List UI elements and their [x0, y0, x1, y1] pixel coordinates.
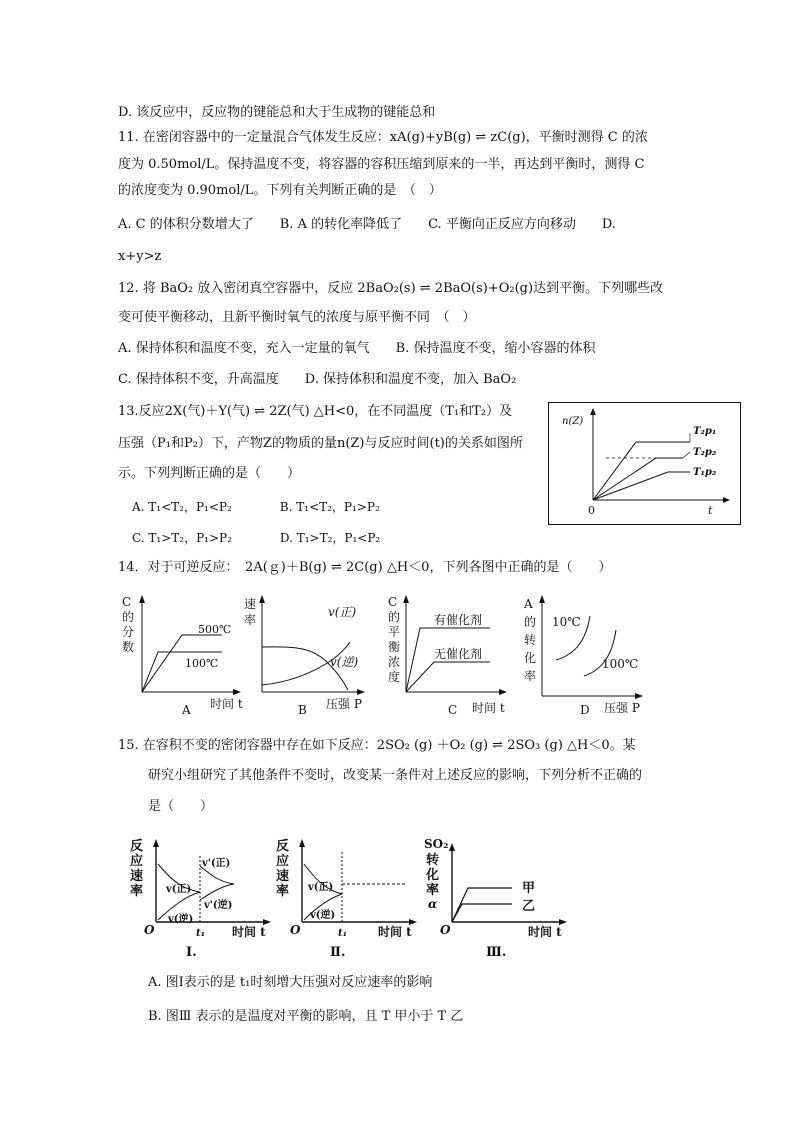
- question-11-line2: 度为 0.50mol/L。保持温度不变，将容器的容积压缩到原来的一半，再达到平衡时，测得 C: [118, 157, 645, 172]
- ylabel-ying: 应: [130, 854, 144, 869]
- label-500c: 500℃: [198, 623, 232, 636]
- label-100c: 100℃: [185, 657, 219, 670]
- question-12-options-cd: C. 保持体积不变，升高温度 D. 保持体积和温度不变，加入 BaO₂: [118, 372, 517, 387]
- label-v-reverse: v(逆): [310, 910, 336, 921]
- ylabel-hua: 化: [524, 651, 537, 665]
- question-13-options-cd: C. T₁>T₂，P₁>P₂ D. T₁>T₂，P₁<P₂: [132, 531, 381, 545]
- xlabel: 时间 t: [378, 925, 412, 939]
- caption-b: B: [298, 703, 307, 717]
- fig13-label-t1p2: T₁p₂: [693, 467, 717, 478]
- ylabel-ying: 应: [276, 854, 290, 869]
- caption-d: D: [580, 703, 590, 717]
- question-12-options-ab: A. 保持体积和温度不变，充入一定量的氧气 B. 保持温度不变，缩小容器的体积: [118, 341, 596, 356]
- figure-q14-d: [520, 590, 650, 724]
- ylabel-zhuan: 转: [524, 633, 537, 647]
- question-11-line3: 的浓度变为 0.90mol/L。下列有关判断正确的是 （ ）: [118, 183, 442, 198]
- figure-q13: [548, 402, 741, 530]
- ylabel-alpha: α: [428, 897, 438, 911]
- question-13-options-ab: A. T₁<T₂，P₁<P₂ B. T₁<T₂，P₁>P₂: [132, 500, 380, 514]
- ylabel-su: 速: [276, 869, 290, 884]
- option-d-q10: D. 该反应中，反应物的键能总和大于生成物的键能总和: [118, 105, 436, 120]
- question-12-line2: 变可使平衡移动，且新平衡时氧气的浓度与原平衡不同 （ ）: [118, 310, 476, 325]
- ylabel-heng: 衡: [388, 640, 401, 654]
- figure-q15-iii: [424, 834, 574, 968]
- ylabel-lv: 率: [524, 669, 537, 683]
- ylabel-lv: 率: [276, 884, 290, 899]
- question-15-option-a: A. 图Ⅰ表示的是 t₁时刻增大压强对反应速率的影响: [148, 975, 433, 990]
- label-v-forward: v(正): [328, 605, 357, 619]
- label-v-reverse: v(逆): [330, 655, 359, 669]
- caption-iii: Ⅲ.: [486, 945, 507, 960]
- origin: O: [440, 923, 451, 937]
- ylabel-c: C: [122, 595, 132, 609]
- figure-q14-c: [384, 590, 514, 724]
- ylabel-hua: 化: [426, 868, 440, 883]
- ylabel-lv: 率: [426, 883, 440, 898]
- ylabel-fan: 反: [276, 839, 290, 854]
- ylabel-fan: 反: [130, 839, 144, 854]
- ylabel-de: 的: [122, 610, 135, 624]
- question-11-line1: 11. 在密闭容器中的一定量混合气体发生反应：xA(g)+yB(g) ⇌ zC(g)，平衡时测得 C 的浓: [118, 130, 648, 145]
- figure-q15-ii: [274, 834, 424, 968]
- t1-label: t₁: [338, 928, 347, 939]
- xlabel: 时间 t: [472, 701, 505, 715]
- ylabel-a: A: [524, 597, 533, 611]
- ylabel-su: 速: [130, 869, 144, 884]
- figure-q15-i: [128, 834, 278, 968]
- figure-q14-a: [118, 590, 248, 724]
- label-jia: 甲: [522, 881, 536, 896]
- label-yi: 乙: [522, 899, 536, 914]
- question-15-option-b: B. 图Ⅲ 表示的是温度对平衡的影响，且 T 甲小于 T 乙: [148, 1009, 464, 1024]
- label-with-catalyst: 有催化剂: [434, 613, 483, 627]
- label-v-forward: v(正): [308, 882, 334, 893]
- label-v-reverse: v(逆): [168, 914, 194, 925]
- ylabel-du: 度: [388, 670, 401, 684]
- question-15-line1: 15. 在容积不变的密闭容器中存在如下反应：2SO₂ (g) ＋O₂ (g) ⇌ 2SO₃ (g) △H＜0。某: [118, 738, 636, 753]
- caption-c: C: [448, 703, 458, 717]
- question-13-line3: 示。下列判断正确的是（ ）: [118, 466, 301, 481]
- label-10c: 10℃: [552, 615, 581, 629]
- ylabel-su: 速: [244, 597, 257, 611]
- curve-v-reverse-prime: [200, 884, 234, 900]
- fig13-xlabel: t: [708, 504, 713, 517]
- question-11-options: A. C 的体积分数增大了 B. A 的转化率降低了 C. 平衡向正反应方向移动 D.: [118, 217, 616, 232]
- curve-without-catalyst: [406, 662, 490, 692]
- question-13-line2: 压强（P₁和P₂）下，产物Z的物质的量n(Z)与反应时间(t)的关系如图所: [118, 436, 523, 451]
- curve-yi: [452, 904, 512, 922]
- ylabel-ping: 平: [388, 625, 401, 639]
- question-15-line2: 研究小组研究了其他条件不变时，改变某一条件对上述反应的影响，下列分析不正确的: [148, 768, 643, 783]
- ylabel-fen: 分: [122, 625, 135, 639]
- fig13-origin: 0: [588, 504, 595, 517]
- caption-ii: Ⅱ.: [330, 945, 346, 960]
- ylabel-so2: SO₂: [424, 837, 449, 851]
- xlabel: 时间 t: [210, 697, 243, 711]
- curve-t1p2: [593, 472, 690, 500]
- caption-a: A: [182, 703, 191, 717]
- question-15-line3: 是（ ）: [148, 799, 214, 814]
- curve-t2p2: [593, 458, 683, 500]
- ylabel-zhuan: 转: [426, 853, 440, 868]
- label-without-catalyst: 无催化剂: [434, 647, 483, 661]
- label-v-reverse-prime: v'(逆): [204, 900, 233, 911]
- fig13-label-t2p1: T₂p₁: [693, 426, 717, 437]
- fig13-ylabel: n(Z): [562, 416, 584, 427]
- ylabel-nong: 浓: [388, 655, 401, 669]
- origin: O: [144, 923, 155, 937]
- xlabel: 压强 P: [604, 701, 640, 715]
- t1-label: t₁: [196, 928, 205, 939]
- xlabel: 时间 t: [528, 925, 562, 939]
- label-v-forward: v(正): [166, 884, 192, 895]
- ylabel-de: 的: [388, 610, 401, 624]
- label-100c: 100℃: [602, 657, 639, 671]
- question-13-line1: 13.反应2X(气)＋Y(气) ⇌ 2Z(气) △H<0，在不同温度（T₁和T₂）及: [118, 404, 513, 419]
- caption-i: Ⅰ.: [186, 945, 197, 960]
- fig13-label-t2p2: T₂p₂: [693, 447, 717, 458]
- question-11-option-d: x+y>z: [118, 249, 162, 264]
- xlabel: 时间 t: [232, 925, 266, 939]
- ylabel-lv: 率: [244, 613, 257, 627]
- ylabel-de: 的: [524, 615, 537, 629]
- question-14-stem: 14．对于可逆反应： 2A(ｇ)＋B(g) ⇌ 2C(g) △H＜0，下列各图中正确的是（ ）: [118, 560, 612, 575]
- ylabel-lv: 率: [130, 884, 144, 899]
- xlabel: 压强 P: [326, 697, 362, 711]
- label-v-forward-prime: v'(正): [202, 858, 231, 869]
- ylabel-shu: 数: [122, 640, 135, 654]
- origin: O: [290, 923, 301, 937]
- question-12-line1: 12. 将 BaO₂ 放入密闭真空容器中，反应 2BaO₂(s) ⇌ 2BaO(s)+O₂(g)达到平衡。下列哪些改: [118, 281, 664, 296]
- ylabel-c: C: [388, 595, 398, 609]
- figure-q14-b: [242, 590, 372, 724]
